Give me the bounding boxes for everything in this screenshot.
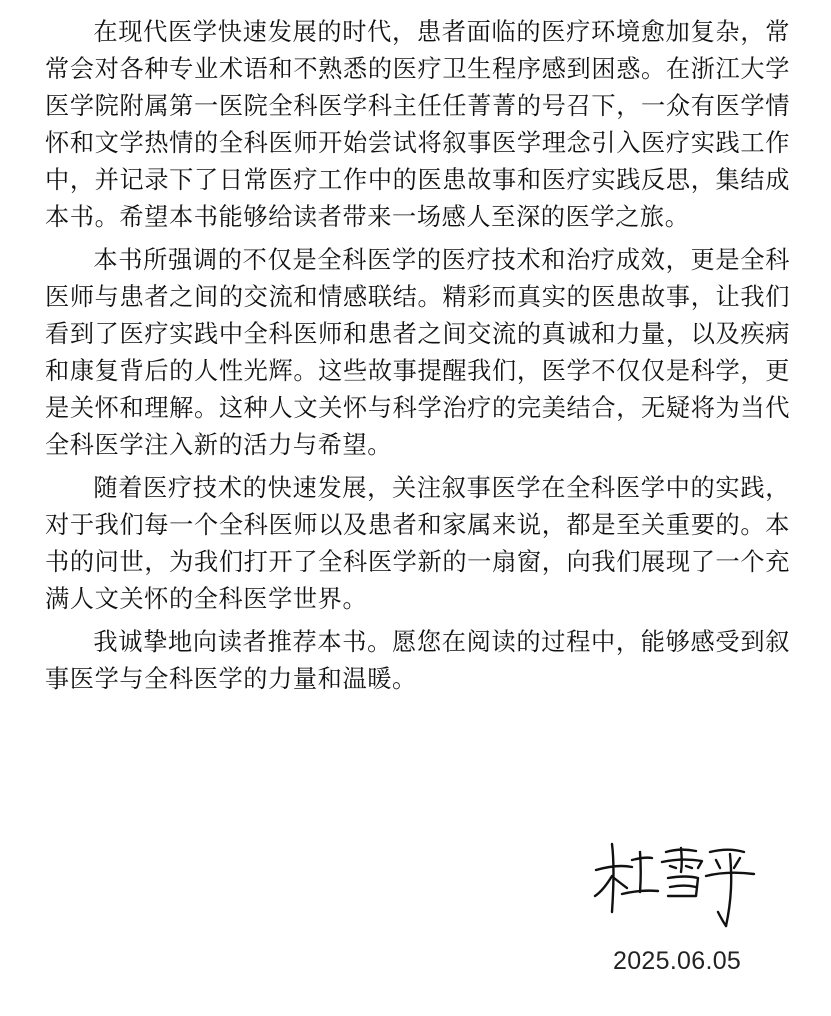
paragraph-3: 随着医疗技术的快速发展，关注叙事医学在全科医学中的实践，对于我们每一个全科医师以及患者和家属来说，都是至关重要的。本书的问世，为我们打开了全科医学新的一扇窗，向我们展现了一个充满人文关怀的全科医学世界。 [45,474,790,613]
paragraph-1: 在现代医学快速发展的时代，患者面临的医疗环境愈加复杂，常常会对各种专业术语和不熟悉的医疗卫生程序感到困惑。在浙江大学医学院附属第一医院全科医学科主任任菁菁的号召下，一众有医学情怀和文学热情的全科医师开始尝试将叙事医学理念引入医疗实践工作中，并记录下了日常医疗工作中的医患故事和医疗实践反思，集结成本书。希望本书能够给读者带来一场感人至深的医学之旅。 [45,18,790,231]
date-label: 2025.06.05 [613,947,742,975]
handwritten-signature [592,830,762,930]
paragraph-2: 本书所强调的不仅是全科医学的医疗技术和治疗成效，更是全科医师与患者之间的交流和情感联结。精彩而真实的医患故事，让我们看到了医疗实践中全科医师和患者之间交流的真诚和力量，以及疾病和康复背后的人性光辉。这些故事提醒我们，医学不仅仅是科学，更是关怀和理解。这种人文关怀与科学治疗的完美结合，无疑将为当代全科医学注入新的活力与希望。 [45,246,790,459]
paragraph-4: 我诚挚地向读者推荐本书。愿您在阅读的过程中，能够感受到叙事医学与全科医学的力量和温暖。 [45,628,790,693]
preface-body [45,14,790,700]
